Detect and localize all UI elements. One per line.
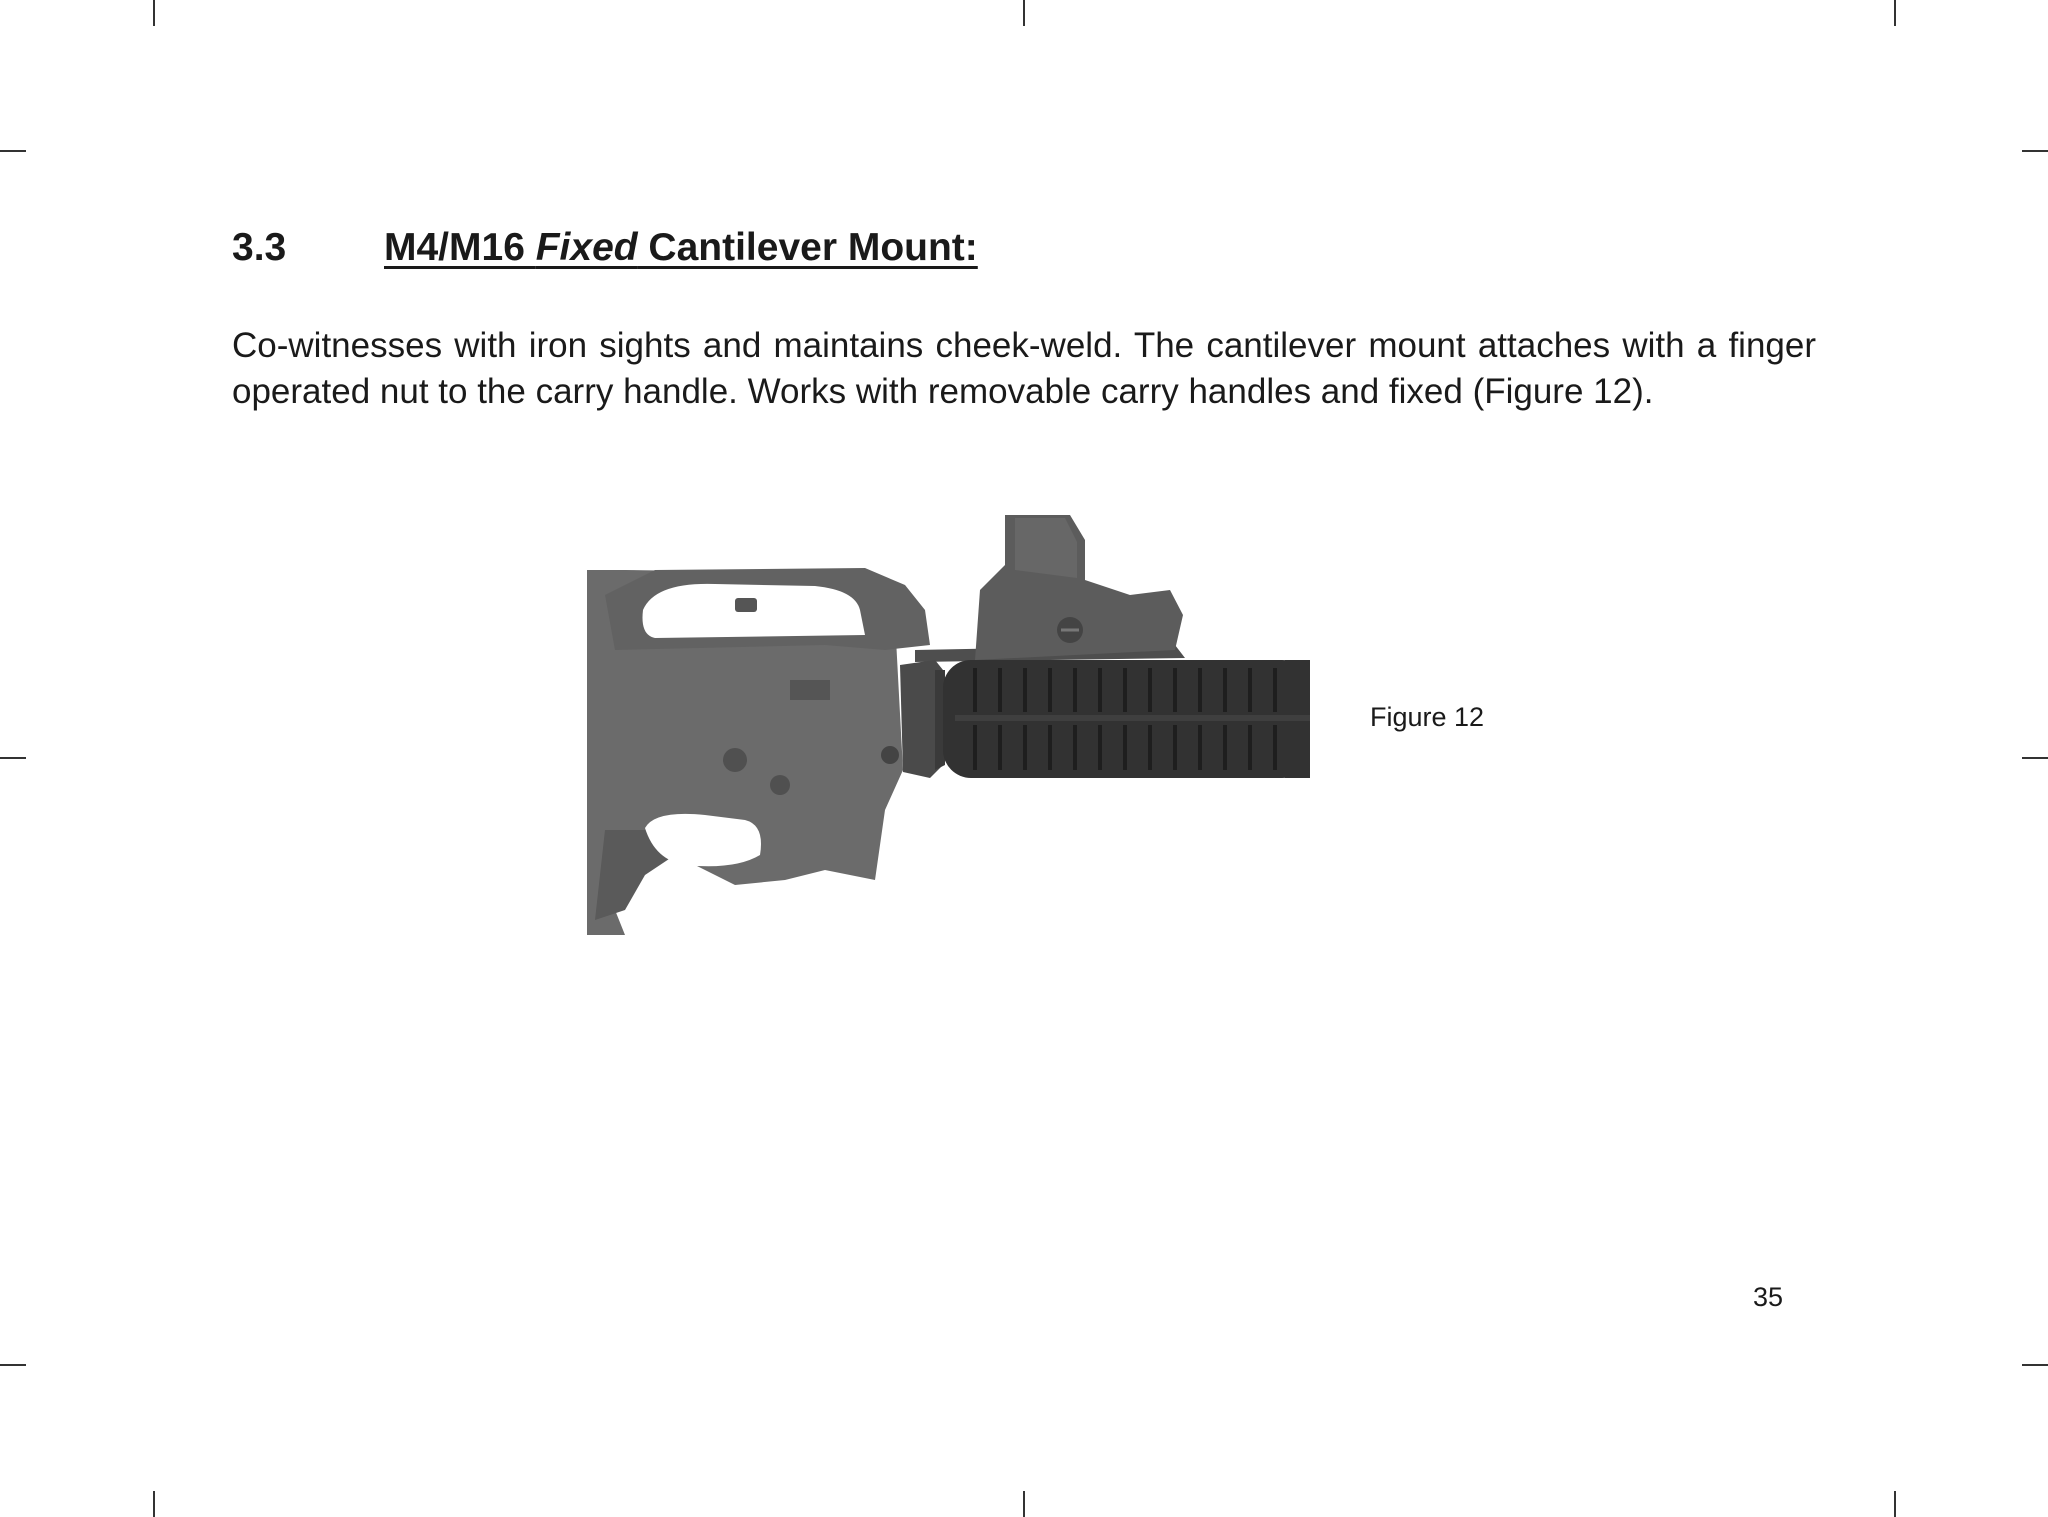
- figure-image: [585, 510, 1310, 935]
- section-title-emphasis: Fixed: [535, 226, 638, 269]
- crop-mark: [1894, 0, 1896, 26]
- section-title-prefix: M4/M16: [384, 226, 536, 269]
- body-paragraph: Co-witnesses with iron sights and maintains cheek-weld. The cantilever mount attaches with a finger operated nut to the carry handle. Works with removable carry handles and fixed (Figure 12).: [232, 326, 1816, 411]
- page-number: 35: [1753, 1282, 1784, 1312]
- section-title: [384, 226, 978, 270]
- crop-mark: [0, 1364, 26, 1366]
- crop-mark: [2022, 757, 2048, 759]
- crop-mark: [2022, 1364, 2048, 1366]
- crop-mark: [1023, 1491, 1025, 1517]
- crop-mark: [1023, 0, 1025, 26]
- crop-mark: [153, 1491, 155, 1517]
- crop-mark: [2022, 150, 2048, 152]
- figure-caption: Figure 12: [1370, 702, 1485, 732]
- rifle-image: [585, 510, 1310, 935]
- crop-mark: [0, 757, 26, 759]
- section-title-suffix: Cantilever Mount:: [637, 226, 978, 269]
- crop-mark: [0, 150, 26, 152]
- section-number: 3.3: [232, 226, 287, 269]
- crop-mark: [1894, 1491, 1896, 1517]
- crop-mark: [153, 0, 155, 26]
